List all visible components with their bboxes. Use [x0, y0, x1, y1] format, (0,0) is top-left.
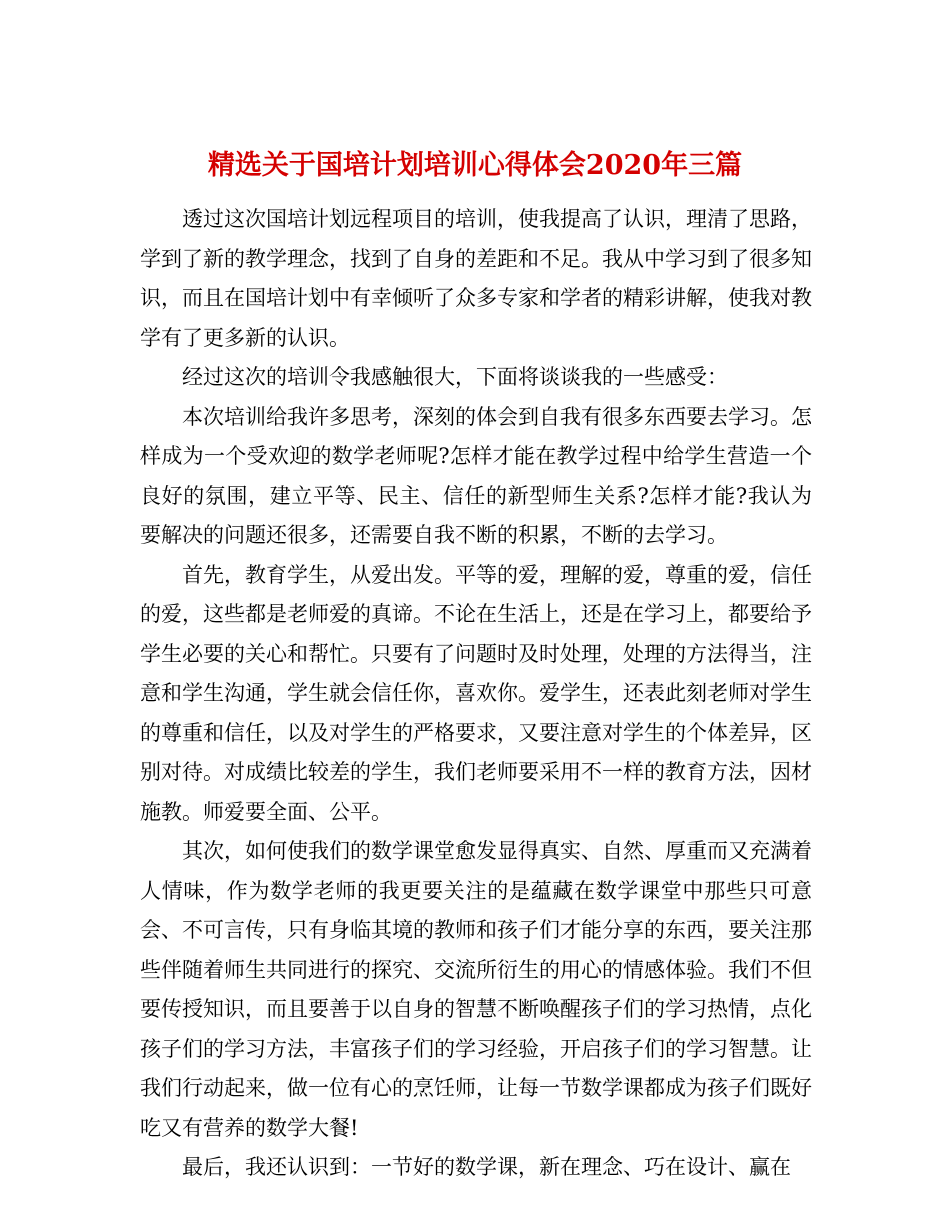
paragraph-2: 经过这次的培训令我感触很大，下面将谈谈我的一些感受：: [182, 365, 728, 389]
paragraph-3: 本次培训给我许多思考，深刻的体会到自我有很多东西要去学习。怎样成为一个受欢迎的数学老师呢?怎样才能在教学过程中给学生营造一个良好的氛围，建立平等、民主、信任的新型师生关系?怎样才能?我认为要解决的问题还很多，还需要自我不断的积累，不断的去学习。: [140, 404, 812, 547]
paragraph-4: 首先，教育学生，从爱出发。平等的爱，理解的爱，尊重的爱，信任的爱，这些都是老师爱的真谛。不论在生活上，还是在学习上，都要给予学生必要的关心和帮忙。只要有了问题时及时处理，处理的方法得当，注意和学生沟通，学生就会信任你，喜欢你。爱学生，还表此刻老师对学生的尊重和信任，以及对学生的严格要求，又要注意对学生的个体差异，区别对待。对成绩比较差的学生，我们老师要采用不一样的教育方法，因材施教。师爱要全面、公平。: [140, 562, 812, 824]
document-title: 精选关于国培计划培训心得体会2020年三篇: [207, 150, 743, 182]
document-body: [140, 200, 812, 1188]
paragraph-1: 透过这次国培计划远程项目的培训，使我提高了认识，理清了思路，学到了新的教学理念，找到了自身的差距和不足。我从中学习到了很多知识，而且在国培计划中有幸倾听了众多专家和学者的精彩讲解，使我对教学有了更多新的认识。: [140, 207, 812, 350]
paragraph-6: 最后，我还认识到：一节好的数学课，新在理念、巧在设计、赢在: [182, 1155, 791, 1179]
paragraph-5: 其次，如何使我们的数学课堂愈发显得真实、自然、厚重而又充满着人情味，作为数学老师的我更要关注的是蕴藏在数学课堂中那些只可意会、不可言传，只有身临其境的教师和孩子们才能分享的东西，要关注那些伴随着师生共同进行的探究、交流所衍生的用心的情感体验。我们不但要传授知识，而且要善于以自身的智慧不断唤醒孩子们的学习热情，点化孩子们的学习方法，丰富孩子们的学习经验，开启孩子们的学习智慧。让我们行动起来，做一位有心的烹饪师，让每一节数学课都成为孩子们既好吃又有营养的数学大餐!: [140, 839, 812, 1140]
